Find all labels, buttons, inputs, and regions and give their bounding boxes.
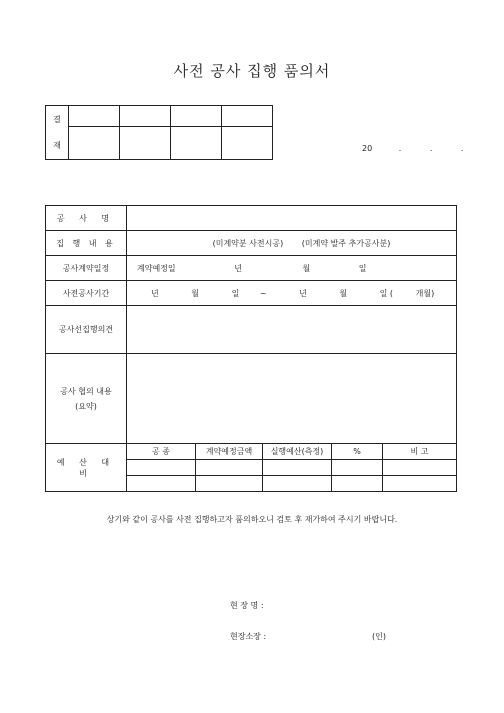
date-dot-3: . xyxy=(460,144,464,153)
construction-name-label: 공 사 명 xyxy=(46,206,127,231)
approval-sign-cell-1[interactable] xyxy=(69,127,120,160)
approval-title-cell-4[interactable] xyxy=(222,106,273,127)
execution-label: 집 행 내 용 xyxy=(46,231,127,256)
budget-cell[interactable] xyxy=(196,476,263,492)
budget-cell[interactable] xyxy=(127,476,196,492)
pre-period-year-2: 년 xyxy=(299,288,307,298)
site-name-label: 현 장 명 : xyxy=(230,601,264,610)
budget-cell[interactable] xyxy=(332,476,383,492)
execution-option-1: (미계약분 사전시공) xyxy=(212,238,284,248)
date-year: 20 xyxy=(362,144,373,153)
execution-field[interactable] xyxy=(127,231,457,256)
date-dot-2: . xyxy=(429,144,433,153)
date-line xyxy=(362,144,463,153)
site-manager-label: 현장소장 : xyxy=(230,632,267,641)
pre-period-label: 사전공사기간 xyxy=(46,281,127,306)
budget-cell[interactable] xyxy=(383,476,457,492)
budget-cell[interactable] xyxy=(127,460,196,476)
contract-date-day: 일 xyxy=(358,263,367,273)
pre-period-tilde: ~ xyxy=(259,288,267,298)
budget-header-contract-amount: 계약예정금액 xyxy=(196,444,263,460)
approval-sign-cell-4[interactable] xyxy=(222,127,273,160)
budget-header-execution-budget: 실행예산(측정) xyxy=(263,444,332,460)
consult-label xyxy=(46,354,127,444)
budget-cell[interactable] xyxy=(196,460,263,476)
budget-cell[interactable] xyxy=(263,476,332,492)
pre-period-month-1: 월 xyxy=(191,288,200,298)
consult-field[interactable] xyxy=(127,354,457,444)
budget-cell[interactable] xyxy=(383,460,457,476)
seal-mark: (인) xyxy=(372,632,386,641)
pre-period-month-2: 월 xyxy=(339,288,348,298)
contract-date-prefix: 계약예정일 xyxy=(137,263,176,273)
approval-label-top: 결 xyxy=(53,114,61,124)
approval-title-cell-1[interactable] xyxy=(69,106,120,127)
approval-title-cell-2[interactable] xyxy=(120,106,171,127)
approval-sign-cell-3[interactable] xyxy=(171,127,222,160)
contract-date-year: 년 xyxy=(234,263,242,273)
contract-date-label: 공사계약일정 xyxy=(46,256,127,281)
approval-label xyxy=(46,106,69,160)
approval-label-bottom: 재 xyxy=(53,140,61,150)
contract-date-month: 월 xyxy=(302,263,311,273)
pre-period-day-2: 일 ( xyxy=(379,288,394,298)
pre-period-months: 개월) xyxy=(415,288,435,298)
budget-cell[interactable] xyxy=(332,460,383,476)
construction-name-field[interactable] xyxy=(127,206,457,231)
approval-box xyxy=(45,105,273,160)
budget-cell[interactable] xyxy=(263,460,332,476)
pre-period-field[interactable] xyxy=(127,281,457,306)
consult-label-line-2: (요약) xyxy=(75,401,97,411)
approval-sign-cell-2[interactable] xyxy=(120,127,171,160)
pre-period-day-1: 일 xyxy=(231,288,240,298)
opinion-label: 공사선집행의견 xyxy=(46,306,127,354)
consult-label-line-1: 공사 협의 내용 xyxy=(60,386,112,396)
approval-request-notice: 상기와 같이 공사를 사전 집행하고자 품의하오니 검토 후 재가하여 주시기 바랍니다. xyxy=(106,515,398,524)
budget-header-percent: % xyxy=(332,444,383,460)
budget-label: 예 산 대 비 xyxy=(46,444,127,492)
execution-option-2: (미계약 발주 추가공사분) xyxy=(301,238,391,248)
budget-header-remarks: 비 고 xyxy=(383,444,457,460)
pre-period-year-1: 년 xyxy=(151,288,159,298)
request-form-table xyxy=(45,205,457,492)
approval-title-cell-3[interactable] xyxy=(171,106,222,127)
document-title: 사전 공사 집행 품의서 xyxy=(173,62,331,80)
budget-header-work-type: 공 종 xyxy=(127,444,196,460)
opinion-field[interactable] xyxy=(127,306,457,354)
date-dot-1: . xyxy=(398,144,402,153)
contract-date-field[interactable] xyxy=(127,256,457,281)
